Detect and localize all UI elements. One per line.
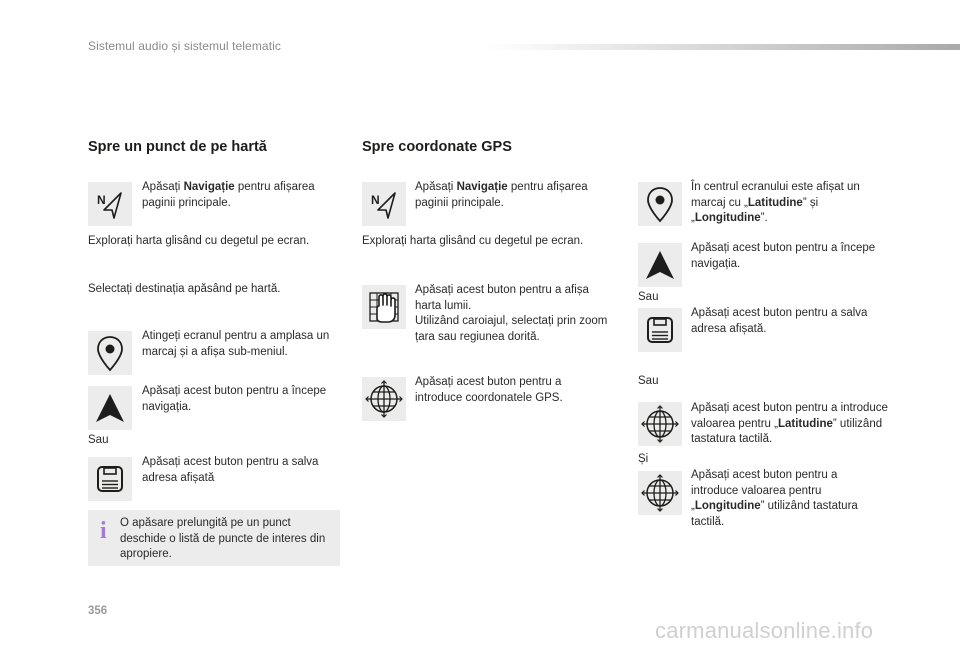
left-explore-text: Explorați harta glisând cu degetul pe ecran. — [88, 235, 310, 247]
navigation-arrow-icon — [638, 243, 682, 287]
info-icon: i — [100, 518, 107, 544]
section-title-gps: Spre coordonate GPS — [362, 139, 512, 155]
right-or-label-1: Sau — [638, 291, 659, 303]
left-save-text: Apăsați acest buton pentru a salva adresa afișată — [142, 456, 319, 484]
middle-explore-text: Explorați harta glisând cu degetul pe ecran. — [362, 235, 584, 247]
middle-nav-text: Apăsați Navigație pentru afișarea paginii principale. — [415, 181, 588, 209]
longitude-globe-icon — [638, 471, 682, 515]
gps-coordinates-icon — [362, 377, 406, 421]
running-header: Sistemul audio și sistemul telematic — [88, 39, 282, 53]
save-icon — [88, 457, 132, 501]
save-icon — [638, 308, 682, 352]
right-longitude-text: Apăsați acest buton pentru a introduce valoarea pentru „Longitudine” utilizând tastatura tactilă. — [691, 469, 858, 528]
left-or-label: Sau — [88, 434, 109, 446]
watermark: carmanualsonline.info — [655, 618, 874, 643]
left-nav-text: Apăsați Navigație pentru afișarea paginii principale. — [142, 181, 315, 209]
info-text: O apăsare prelungită pe un punct deschide o listă de puncte de interes din apropiere. — [120, 517, 326, 560]
right-center-text: În centrul ecranului este afișat un marcaj cu „Latitudine” și „Longitudine”. — [691, 181, 860, 224]
left-select-text: Selectați destinația apăsând pe hartă. — [88, 283, 281, 295]
page-number: 356 — [88, 605, 108, 617]
pin-icon — [88, 331, 132, 375]
left-touch-text: Atingeți ecranul pentru a amplasa un marcaj și a afișa sub-meniul. — [142, 330, 330, 358]
navigation-icon — [88, 182, 132, 226]
right-and-label: Și — [638, 453, 649, 465]
section-title-map-point: Spre un punct de pe hartă — [88, 139, 267, 155]
pin-icon — [638, 182, 682, 226]
right-start-text: Apăsați acest buton pentru a începe navigația. — [691, 242, 876, 270]
right-save-text: Apăsați acest buton pentru a salva adresa afișată. — [691, 307, 868, 335]
middle-world-text: Apăsați acest buton pentru a afișa harta lumii. Utilizând caroiajul, selectați prin zoom țara sau regiunea dorită. — [415, 284, 608, 343]
left-start-text: Apăsați acest buton pentru a începe navigația. — [142, 385, 327, 413]
world-map-hand-icon — [362, 285, 406, 329]
middle-coords-text: Apăsați acest buton pentru a introduce coordonatele GPS. — [415, 376, 563, 404]
navigation-icon — [362, 182, 406, 226]
navigation-arrow-icon — [88, 386, 132, 430]
right-or-label-2: Sau — [638, 375, 659, 387]
latitude-globe-icon — [638, 402, 682, 446]
header-gradient-bar — [487, 44, 960, 50]
right-latitude-text: Apăsați acest buton pentru a introduce valoarea pentru „Latitudine” utilizând tastatura tactilă. — [691, 402, 888, 445]
